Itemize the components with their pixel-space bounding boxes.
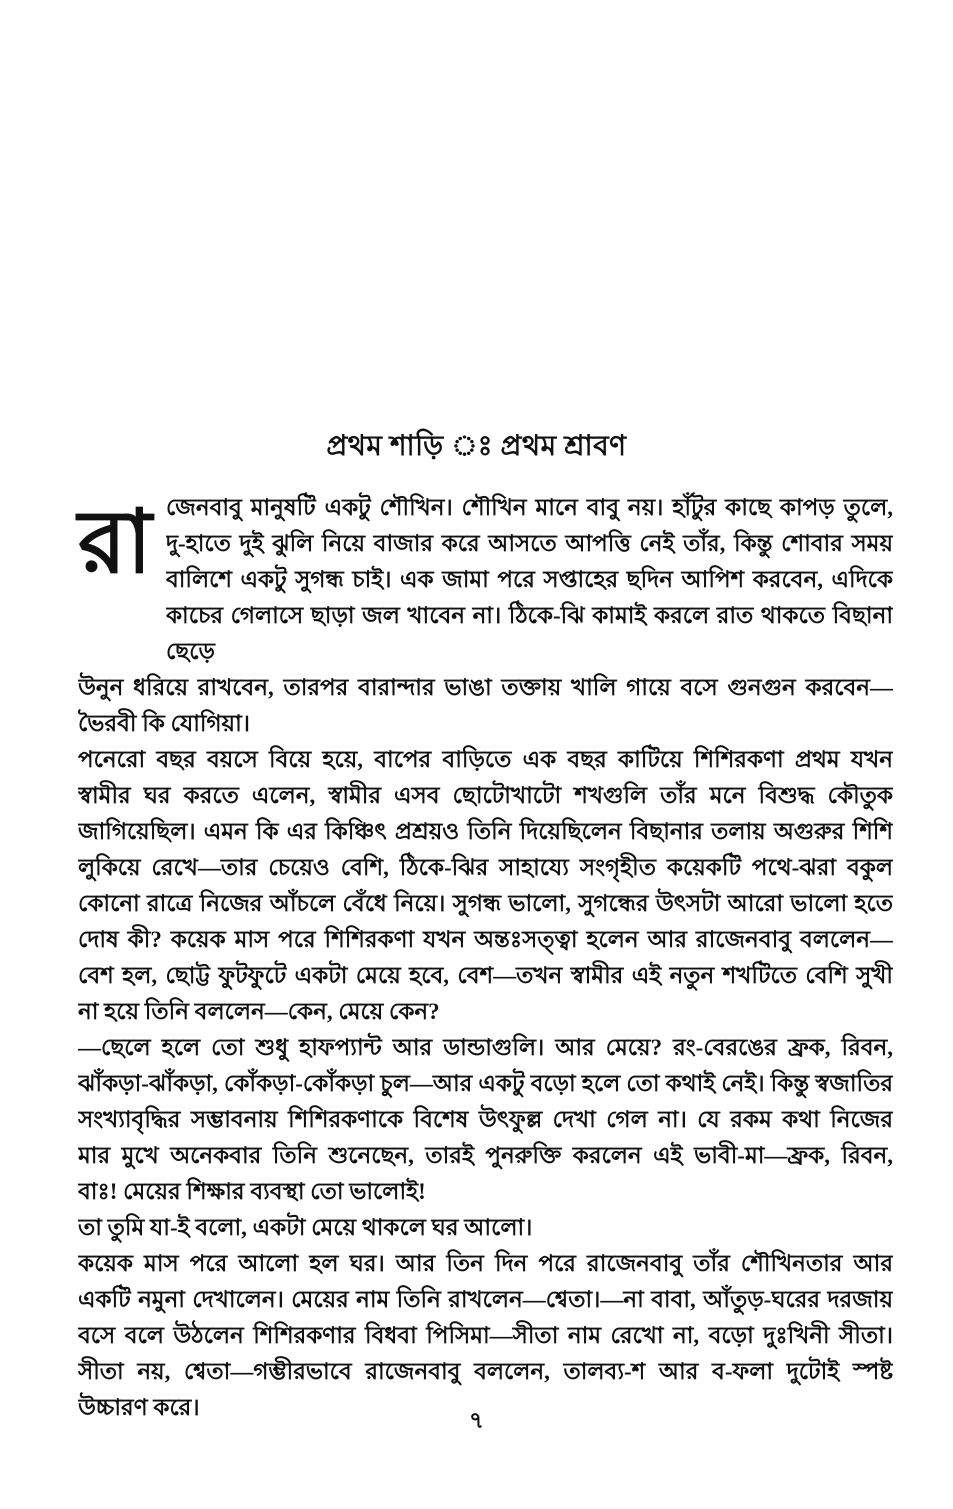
- text-line: সীতা নয়, শ্বেতা—গম্ভীরভাবে রাজেনবাবু বললেন, তালব্য-শ আর ব-ফলা দুটোই স্পষ্ট: [78, 1359, 893, 1384]
- paragraph-4: [78, 1210, 893, 1246]
- paragraph-1: [78, 490, 893, 742]
- text-line: সংখ্যাবৃদ্ধির সম্ভাবনায় শিশিরকণাকে বিশেষ উৎফুল্ল দেখা গেল না। যে রকম কথা নিজের: [78, 1107, 893, 1132]
- text-line: পনেরো বছর বয়সে বিয়ে হয়ে, বাপের বাড়িতে এক বছর কাটিয়ে শিশিরকণা প্রথম যখন: [78, 747, 893, 772]
- text-line: ঝাঁকড়া-ঝাঁকড়া, কোঁকড়া-কোঁকড়া চুল—আর একটু বড়ো হলে তো কথাই নেই। কিন্তু স্বজাতির: [78, 1071, 893, 1096]
- text-line: তা তুমি যা-ই বলো, একটা মেয়ে থাকলে ঘর আলো।: [78, 1215, 533, 1240]
- text-line: ভৈরবী কি যোগিয়া।: [78, 711, 250, 736]
- text-line: কাচের গেলাসে ছাড়া জল খাবেন না। ঠিকে-ঝি কামাই করলে রাত থাকতে বিছানা ছেড়ে: [165, 603, 893, 664]
- text-line: কয়েক মাস পরে আলো হল ঘর। আর তিন দিন পরে রাজেনবাবু তাঁর শৌখিনতার আর: [78, 1251, 893, 1276]
- text-line: উনুন ধরিয়ে রাখবেন, তারপর বারান্দার ভাঙা তক্তায় খালি গায়ে বসে গুনগুন করবেন—: [78, 675, 893, 700]
- text-line: বালিশে একটু সুগন্ধ চাই। এক জামা পরে সপ্তাহের ছদিন আপিশ করবেন, এদিকে: [165, 567, 893, 592]
- chapter-title: প্রথম শাড়ি ঃ প্রথম শ্রাবণ: [326, 431, 627, 462]
- text-line: লুকিয়ে রেখে—তার চেয়েও বেশি, ঠিকে-ঝির সাহায্যে সংগৃহীত কয়েকটি পথে-ঝরা বকুল: [78, 855, 893, 880]
- text-line: জেনবাবু মানুষটি একটু শৌখিন। শৌখিন মানে বাবু নয়। হাঁটুর কাছে কাপড় তুলে,: [165, 495, 893, 520]
- text-line: বেশ হল, ছোট্ট ফুটফুটে একটা মেয়ে হবে, বেশ—তখন স্বামীর এই নতুন শখটিতে বেশি সুখী: [78, 963, 893, 988]
- text-line: স্বামীর ঘর করতে এলেন, স্বামীর এসব ছোটোখাটো শখগুলি তাঁর মনে বিশুদ্ধ কৌতুক: [78, 783, 893, 808]
- drop-cap: রা: [78, 495, 152, 592]
- text-line: কোনো রাত্রে নিজের আঁচলে বেঁধে নিয়ে। সুগন্ধ ভালো, সুগন্ধের উৎসটা আরো ভালো হতে: [78, 891, 893, 916]
- paragraph-5: [78, 1246, 893, 1426]
- text-line: —ছেলে হলে তো শুধু হাফপ্যান্ট আর ডান্ডাগুলি। আর মেয়ে? রং-বেরঙের ফ্রক, রিবন,: [78, 1035, 893, 1060]
- text-line: বাঃ! মেয়ের শিক্ষার ব্যবস্থা তো ভালোই!: [78, 1179, 426, 1204]
- page-number: ৭: [469, 1408, 484, 1433]
- text-line: দু-হাতে দুই ঝুলি নিয়ে বাজার করে আসতে আপত্তি নেই তাঁর, কিন্তু শোবার সময়: [165, 531, 893, 556]
- text-line: উচ্চারণ করে।: [78, 1395, 200, 1420]
- text-line: না হয়ে তিনি বললেন—কেন, মেয়ে কেন?: [78, 999, 440, 1024]
- text-line: মার মুখে অনেকবার তিনি শুনেছেন, তারই পুনরুক্তি করলেন এই ভাবী-মা—ফ্রক, রিবন,: [78, 1143, 893, 1168]
- body-text: [78, 490, 893, 1426]
- text-line: দোষ কী? কয়েক মাস পরে শিশিরকণা যখন অন্তঃসত্ত্বা হলেন আর রাজেনবাবু বললেন—: [78, 927, 893, 952]
- text-line: একটি নমুনা দেখালেন। মেয়ের নাম তিনি রাখলেন—শ্বেতা।—না বাবা, আঁতুড়-ঘরের দরজায়: [78, 1287, 893, 1312]
- text-line: বসে বলে উঠলেন শিশিরকণার বিধবা পিসিমা—সীতা নাম রেখো না, বড়ো দুঃখিনী সীতা।: [78, 1323, 893, 1348]
- text-line: জাগিয়েছিল। এমন কি এর কিঞ্চিৎ প্রশ্রয়ও তিনি দিয়েছিলেন বিছানার তলায় অগুরুর শিশি: [78, 819, 893, 844]
- paragraph-2: [78, 742, 893, 1030]
- paragraph-3: [78, 1030, 893, 1210]
